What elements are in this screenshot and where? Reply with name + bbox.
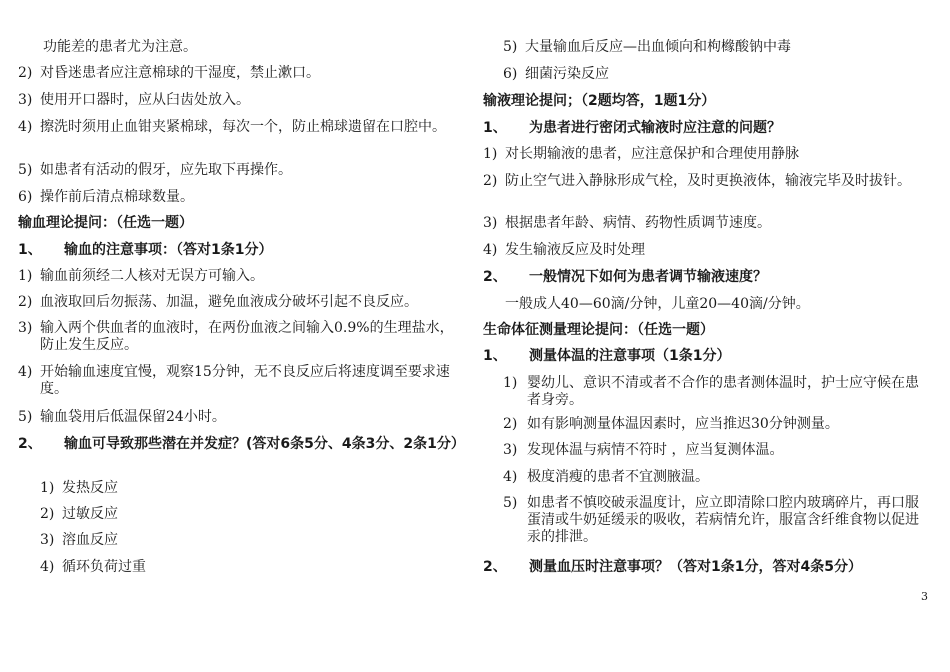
list-text: 根据患者年龄、病情、药物性质调节速度。 (505, 215, 771, 231)
list-number: 2) (503, 416, 518, 432)
list-item (18, 119, 464, 136)
list-item (18, 320, 464, 354)
question-number: 2、 (483, 559, 507, 575)
list-number: 3) (40, 532, 55, 548)
question-text: 输血可导致那些潜在并发症？(答对6条5分、4条3分、2条1分） (64, 436, 465, 452)
question-heading (483, 557, 928, 577)
question-number: 1、 (18, 242, 42, 258)
list-text: 对长期输液的患者，应注意保护和合理使用静脉 (505, 146, 799, 162)
list-item (483, 213, 928, 233)
list-number: 2) (18, 294, 33, 310)
list-text: 发现体温与病情不符时 ，应当复测体温。 (527, 442, 784, 458)
list-text: 婴幼儿、意识不清或者不合作的患者测体温时，护士应守候在患者身旁。 (527, 375, 919, 408)
question-text: 输血的注意事项：（答对1条1分） (64, 242, 273, 258)
list-number: 4) (18, 119, 33, 135)
list-number: 2) (40, 506, 55, 522)
list-item (503, 37, 928, 57)
list-text: 循环负荷过重 (62, 559, 146, 575)
question-text: 测量血压时注意事项？（答对1条1分，答对4条5分） (529, 559, 862, 575)
list-number: 5) (503, 495, 518, 511)
list-text: 极度消瘦的患者不宜测腋温。 (527, 469, 709, 485)
list-item (18, 63, 466, 83)
list-number: 3) (503, 442, 518, 458)
list-number: 1) (483, 146, 498, 162)
list-item (503, 495, 926, 546)
list-item (40, 478, 460, 498)
list-item (503, 440, 928, 460)
list-text: 发热反应 (62, 480, 118, 496)
list-number: 5) (18, 162, 33, 178)
list-item (483, 144, 928, 164)
list-item (18, 160, 466, 180)
question-text: 为患者进行密闭式输液时应注意的问题？ (529, 120, 781, 136)
list-number: 5) (503, 39, 518, 55)
list-text: 输血袋用后低温保留24小时。 (40, 409, 226, 425)
question-heading (18, 240, 466, 260)
list-item (40, 530, 460, 550)
list-number: 1) (40, 480, 55, 496)
list-item (483, 173, 926, 190)
question-number: 2、 (483, 269, 507, 285)
list-number: 6) (503, 66, 518, 82)
section-heading-infusion: 输液理论提问；（2题均答，1题1分） (483, 93, 716, 109)
answer-text: 一般成人40—60滴/分钟，儿童20—40滴/分钟。 (505, 296, 810, 312)
list-text: 血液取回后勿振荡、加温，避免血液成分破坏引起不良反应。 (40, 294, 418, 310)
list-number: 2) (18, 65, 33, 81)
question-number: 1、 (483, 348, 507, 364)
list-text: 操作前后清点棉球数量。 (40, 189, 194, 205)
list-number: 4) (18, 364, 33, 380)
section-heading-vital-signs: 生命体征测量理论提问：（任选一题） (483, 322, 714, 338)
list-text: 擦洗时须用止血钳夹紧棉球，每次一个，防止棉球遗留在口腔中。 (40, 119, 446, 135)
question-text: 一般情况下如何为患者调节输液速度？ (529, 269, 767, 285)
list-text: 大量输血后反应—出血倾向和枸橼酸钠中毒 (525, 39, 791, 55)
list-number: 4) (40, 559, 55, 575)
list-text: 使用开口器时，应从臼齿处放入。 (40, 92, 250, 108)
list-item (503, 375, 926, 409)
list-item (18, 407, 466, 427)
list-text: 如患者不慎咬破汞温度计，应立即清除口腔内玻璃碎片，再口服蛋清或牛奶延缓汞的吸收，若病情允许，服富含纤维食物以促进汞的排泄。 (527, 495, 919, 545)
list-number: 3) (483, 215, 498, 231)
list-text: 如有影响测量体温因素时，应当推迟30分钟测量。 (527, 416, 839, 432)
list-item (40, 504, 460, 524)
list-text: 对昏迷患者应注意棉球的干湿度，禁止漱口。 (40, 65, 320, 81)
list-text: 发生输液反应及时处理 (505, 242, 645, 258)
list-number: 5) (18, 409, 33, 425)
list-item (503, 64, 928, 84)
paragraph-continuation: 功能差的患者尤为注意。 (43, 39, 197, 55)
list-number: 2) (483, 173, 498, 189)
page-number: 3 (921, 590, 928, 603)
question-text: 测量体温的注意事项（1条1分） (529, 348, 731, 364)
list-item (40, 557, 460, 577)
list-item (503, 467, 928, 487)
section-heading-transfusion: 输血理论提问：（任选一题） (18, 215, 193, 231)
list-item (503, 414, 928, 434)
list-number: 3) (18, 92, 33, 108)
question-heading (483, 267, 928, 287)
list-number: 1) (18, 268, 33, 284)
list-number: 4) (483, 242, 498, 258)
question-number: 2、 (18, 436, 42, 452)
list-text: 输入两个供血者的血液时，在两份血液之间输入0.9%的生理盐水，防止发生反应。 (40, 320, 454, 353)
list-number: 1) (503, 375, 518, 391)
question-heading (483, 346, 928, 366)
list-item (18, 292, 466, 312)
list-text: 防止空气进入静脉形成气栓，及时更换液体，输液完毕及时拔针。 (505, 173, 911, 189)
list-number: 4) (503, 469, 518, 485)
list-item (18, 90, 466, 110)
list-item (18, 266, 466, 286)
list-number: 6) (18, 189, 33, 205)
list-text: 输血前须经二人核对无误方可输入。 (40, 268, 264, 284)
list-item (18, 364, 464, 398)
question-heading (18, 436, 464, 453)
list-text: 过敏反应 (62, 506, 118, 522)
list-number: 3) (18, 320, 33, 336)
list-text: 如患者有活动的假牙，应先取下再操作。 (40, 162, 292, 178)
list-item (483, 240, 928, 260)
list-text: 溶血反应 (62, 532, 118, 548)
question-number: 1、 (483, 120, 507, 136)
list-item (18, 187, 466, 207)
list-text: 细菌污染反应 (525, 66, 609, 82)
question-heading (483, 118, 928, 138)
list-text: 开始输血速度宜慢，观察15分钟，无不良反应后将速度调至要求速度。 (40, 364, 450, 397)
